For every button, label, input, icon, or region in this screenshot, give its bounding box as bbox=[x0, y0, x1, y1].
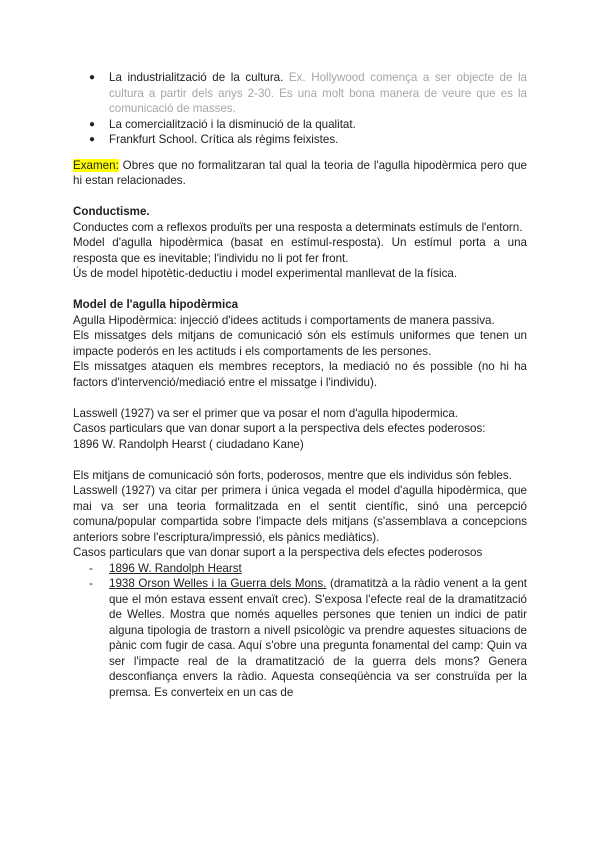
bullet-item bbox=[73, 117, 527, 133]
paragraph: Els missatges ataquen els membres receptors, la mediació no és possible (no hi ha factors d'intervenció/mediació entre el missatge i l'individu). bbox=[73, 360, 527, 389]
section-heading-model: Model de l'agulla hipodèrmica bbox=[73, 298, 239, 311]
case-item bbox=[73, 576, 527, 700]
paragraph: Casos particulars que van donar suport a la perspectiva dels efectes poderosos bbox=[73, 546, 483, 559]
paragraph: 1896 W. Randolph Hearst ( ciudadano Kane) bbox=[73, 437, 304, 451]
bullet-icon: ● bbox=[89, 118, 96, 130]
document-page bbox=[73, 70, 527, 700]
dash-marker: - bbox=[89, 561, 93, 575]
bullet-text: La comercialització i la disminució de la qualitat. bbox=[109, 117, 356, 131]
bullet-item bbox=[73, 132, 527, 148]
paragraph: Ús de model hipotètic-deductiu i model experimental manllevat de la física. bbox=[73, 267, 458, 280]
paragraph: Agulla Hipodèrmica: injecció d'idees actituds i comportaments de manera passiva. bbox=[73, 313, 495, 327]
case-title: 1938 Orson Welles i la Guerra dels Mons. bbox=[109, 577, 327, 590]
bullet-icon: ● bbox=[89, 134, 96, 145]
dash-marker: - bbox=[89, 577, 93, 590]
bullet-item bbox=[73, 70, 527, 117]
bullet-text: Frankfurt School. Crítica als règims feixistes. bbox=[109, 133, 339, 146]
bullet-list bbox=[73, 70, 527, 148]
section-heading-conductisme: Conductisme. bbox=[73, 205, 150, 218]
case-text: (dramatitzà a la ràdio venent a la gent que el món estava essent envaït crec). S'exposa l'efecte real de la dramatització de Welles. Mostra que només aquelles persones que tenien un indici de patir alguna tipologia de trastorn a nivell psicològic va prendre aquestes situacions de pànic com fugir de casa. Aquí s'obre una pregunta fonamental del camp: Quin va ser l'impacte real de la dramatització de la guerra dels mons? Genera desconfiança envers la ràdio. Aquesta conseqüència va ser construïda per la premsa. Es converteix en un cas de bbox=[109, 577, 527, 699]
exam-paragraph bbox=[73, 158, 527, 189]
bullet-text: La industrialització de la cultura. bbox=[109, 71, 284, 84]
paragraph: Conductes com a reflexos produïts per una resposta a determinats estímuls de l'entorn. bbox=[73, 220, 523, 234]
paragraph: Lasswell (1927) va citar per primera i única vegada el model d'agulla hipodèrmica, que mai va ser una teoria formalitzada en el sentit científic, sinó una percepció comuna/popular compartida sobre l'impacte dels mitjans (s'assemblava a concepcions anteriors sobre l'escriptura/impressió, els pànics mediàtics). bbox=[73, 484, 527, 544]
cases-list bbox=[73, 561, 527, 701]
case-item bbox=[73, 561, 527, 577]
paragraph: Casos particulars que van donar suport a la perspectiva dels efectes poderosos: bbox=[73, 422, 486, 435]
exam-label: Examen: bbox=[73, 158, 119, 172]
bullet-note: Ex. Hollywood comença a ser objecte de la cultura a partir dels anys 2-30. Es una molt bona manera de veure que es la comunicació de masses. bbox=[109, 71, 527, 115]
case-title: 1896 W. Randolph Hearst bbox=[109, 561, 242, 575]
paragraph: Els missatges dels mitjans de comunicació són els estímuls uniformes que tenen un impacte poderós en les actituds i els comportaments de les persones. bbox=[73, 329, 527, 358]
paragraph: Model d'agulla hipodèrmica (basat en estímul-resposta). Un estímul porta a una resposta que es inevitable; l'individu no li pot fer front. bbox=[73, 236, 527, 265]
paragraph: Els mitjans de comunicació són forts, poderosos, mentre que els individus són febles. bbox=[73, 468, 512, 482]
bullet-icon: ● bbox=[89, 72, 96, 83]
paragraph: Lasswell (1927) va ser el primer que va posar el nom d'agulla hipodermica. bbox=[73, 406, 458, 420]
exam-text: Obres que no formalitzaran tal qual la teoria de l'agulla hipodèrmica pero que hi estan relacionades. bbox=[73, 158, 527, 187]
